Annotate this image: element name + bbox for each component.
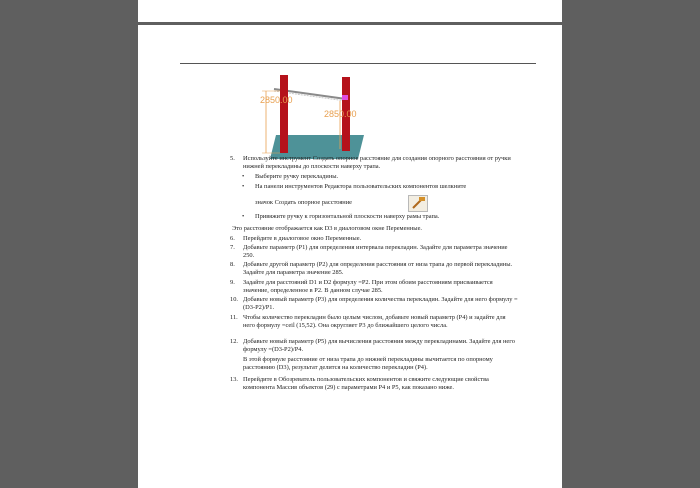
step-12-note: В этой формуле расстояние от низа трапа до нижней перекладины вычитается по опорному расстоянию (D3), результат делится на количество перекладин (P4). [243,356,493,371]
step-12: 12. Добавьте новый параметр (P5) для вычисления расстояния между перекладинами. Задайте для него формулу =(D3-P2)/P4. [230,338,515,353]
ladder-figure [256,73,376,159]
step-10: 10. Добавьте новый параметр (P3) для определения количества перекладин. Задайте для него формулу =(D3-P2)/P1. [230,296,518,311]
step-9: 9. Задайте для расстояний D1 и D2 формулу =P2. При этом обоим расстояниям присваивается значение, определенное в P2. В данном случае 285. [230,279,493,294]
step-8: 8. Добавьте другой параметр (P2) для определения расстояния от низа трапа до первой перекладины. Задайте для параметра значение 285. [230,261,513,276]
left-dimension-label: 2850.00 [260,95,293,105]
note: Это расстояние отображается как D3 в диалоговом окне Переменные. [232,225,423,232]
previous-page-bottom [138,0,562,22]
step-7: 7. Добавьте параметр (P1) для определения интервала перекладин. Задайте для параметра значение 250. [230,244,508,259]
document-page: 2850.00 2850.00 5. Используйте инструмент Создать опорное расстояние для создания опорного расстояния от ручки нижней перекладины до плоскости наверху трапа. • Выберите ручку перекладины. • На панели инструментов Редактора пользовательских компонентов шелкните значок Создать опорное расстояние • Привяжите ручку к горизонтальной плоскости наверху рамы трапа. Это расстояние отображается как D3 в диалоговом окне Переменные. 6. Перейдите в диалоговое окно Переменные. 7. Добавьте параметр (P1) для определения интервала перекладин. Задайте для параметра значение 250. 8. Добавьте другой параметр (P2) для определения расстояния от низа трапа до первой перекладины. Задайте для параметра значение 285. 9. Задайте для расстояний D1 и D2 формулу =P2. При этом обоим расстояниям присваивается значение, определенное в P2. В данном случае 285. 10. Добавьте новый параметр (P3) для определения количества перекладин. Задайте для него формулу =(D3-P2)/P1. 11. Чтобы количество перекладин было целым числом, добавьте новый параметр (P4) и задайте для него формулу =ceil (15,52). Она округляет P3 до ближайшего целого числа. 12. Добавьте новый параметр (P5) для вычисления расстояния между перекладинами. Задайте для него формулу =(D3-P2)/P4. В этой формуле расстояние от низа трапа до нижней перекладины вычитается по опорному расстоянию (D3), результат делится на количество перекладин (P4). 13. Перейдите в Обозреватель пользовательских компонентов и свяжите следующие свойства компонента Массив объектов (29) с параметрами P4 и P5, как показано ниже. [138,25,562,488]
step-5: 5. Используйте инструмент Создать опорное расстояние для создания опорного расстояния от ручки нижней перекладины до плоскости наверху трапа. [230,155,511,170]
left-post [280,75,288,153]
header-rule [180,63,536,64]
handle-marker [342,95,348,100]
step-11: 11. Чтобы количество перекладин было целым числом, добавьте новый параметр (P4) и задайте для него формулу =ceil (15,52). Она округляет P3 до ближайшего целого числа. [230,314,506,329]
right-dimension-label: 2850.00 [324,109,357,119]
step-13: 13. Перейдите в Обозреватель пользовательских компонентов и свяжите следующие свойства компонента Массив объектов (29) с параметрами P4 и P5, как показано ниже. [230,376,489,391]
create-reference-distance-icon [408,195,428,212]
step-6: 6. Перейдите в диалоговое окно Переменные. [230,235,362,242]
